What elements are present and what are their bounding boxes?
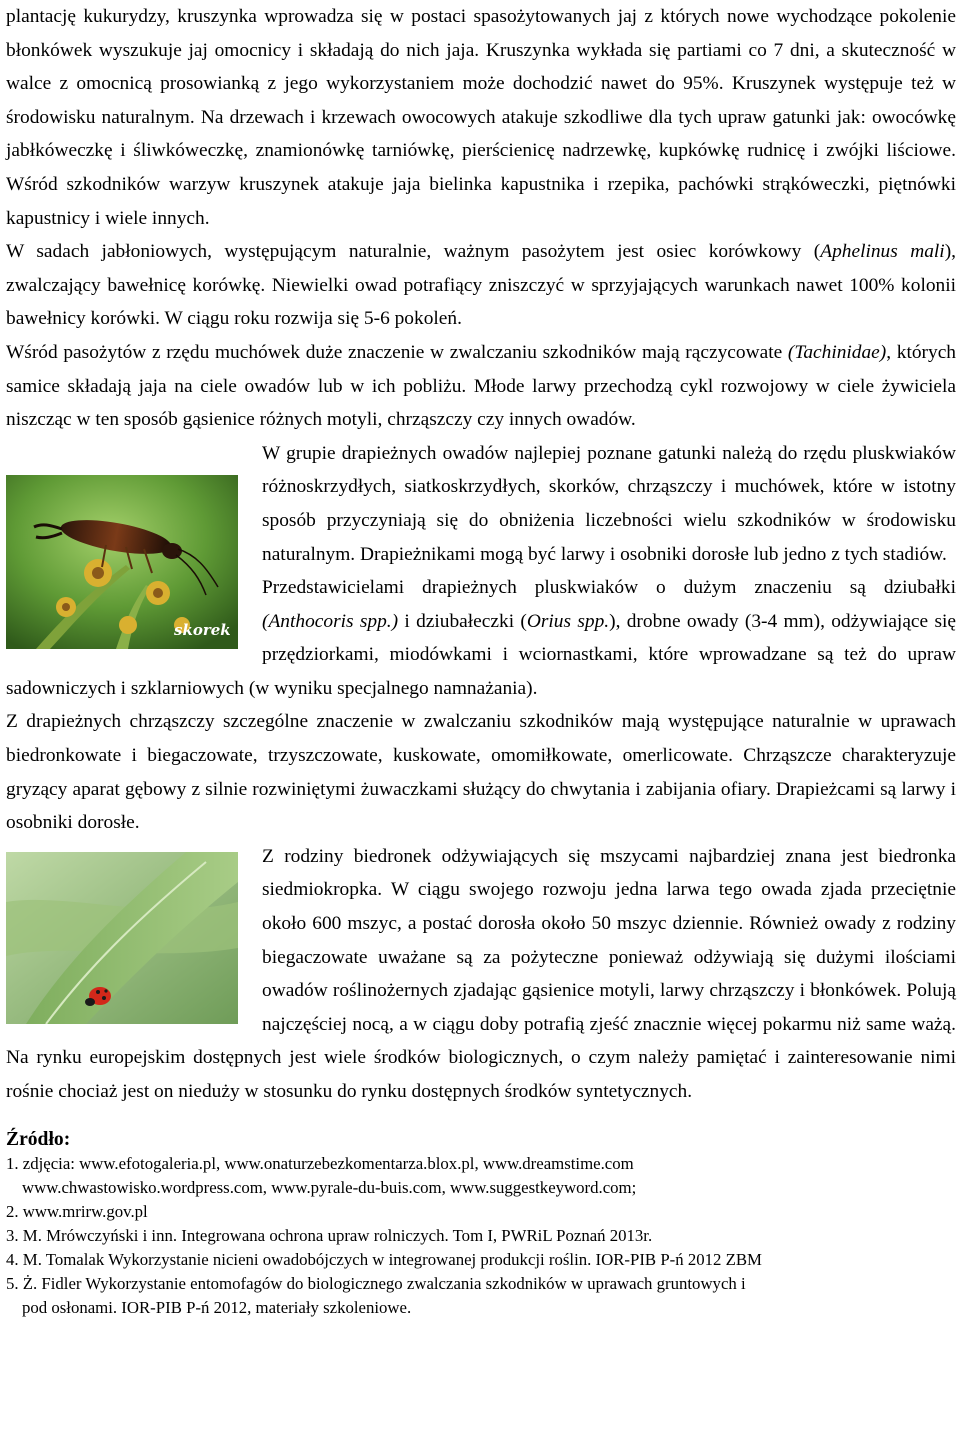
- source-item: 2. www.mrirw.gov.pl: [6, 1201, 148, 1221]
- paragraph-tachinidae: [6, 336, 956, 437]
- sources-title: Źródło:: [6, 1128, 71, 1150]
- paragraph-aphelinus: [6, 235, 956, 336]
- source-item: pod osłonami. IOR-PIB P-ń 2012, materiały szkoleniowe.: [22, 1297, 412, 1317]
- sources-list: [6, 1152, 956, 1320]
- source-item: www.chwastowisko.wordpress.com, www.pyrale-du-buis.com, www.suggestkeyword.com;: [22, 1177, 637, 1197]
- latin-name: Aphelinus mali: [820, 241, 945, 263]
- document-page: [6, 0, 956, 1320]
- text-span: , których samice składają jaja na ciele owadów lub w ich pobliżu. Młode larwy przechodzą cykl rozwojowy w ciele żywiciela niszcząc w ten sposób gąsienice różnych motyli, chrząszczy czy innych owadów.: [6, 341, 956, 431]
- latin-name: (Anthocoris spp.): [262, 610, 399, 632]
- section-ladybird: [6, 840, 956, 1109]
- source-item: 4. M. Tomalak Wykorzystanie nicieni owadobójczych w integrowanej produkcji roślin. IOR-PIB P-ń 2012 ZBM: [6, 1249, 762, 1269]
- section-predators: [6, 437, 956, 706]
- earwig-photo: [6, 475, 238, 649]
- ladybird-photo-graphic: [6, 852, 238, 1024]
- latin-name: Orius spp.: [526, 610, 610, 632]
- text-span: i dziubałeczki (: [398, 610, 527, 632]
- text-span: Przedstawicielami drapieżnych pluskwiaków o dużym znaczeniu są dziubałki: [262, 577, 956, 599]
- source-item: 5. Ż. Fidler Wykorzystanie entomofagów do biologicznego zwalczania szkodników w uprawach gruntowych i: [6, 1273, 746, 1293]
- text-span: W sadach jabłoniowych, występującym naturalnie, ważnym pasożytem jest osiec korówkowy (: [6, 241, 821, 263]
- paragraph-beetles: Z drapieżnych chrząszczy szczególne znaczenie w zwalczaniu szkodników mają występujące naturalnie w uprawach biedronkowate i biegaczowate, trzyszczowate, kuskowate, omomiłkowate, omerlicowate. Chrząszcze charakteryzuje gryzący aparat gębowy z silnie rozwiniętymi żuwaczkami służący do chwytania i zabijania ofiary. Drapieżcami są larwy i osobniki dorosłe.: [6, 711, 956, 834]
- text-span: ), drobne owady (3-4 mm), odżywiające się przędziorkami, miodówkami i wciornastkami, które wprowadzane są też do upraw sadowniczych i szklarniowych (w wyniku specjalnego namnażania).: [6, 610, 956, 699]
- source-item: 1. zdjęcia: www.efotogaleria.pl, www.onaturzebezkomentarza.blox.pl, www.dreamstime.com: [6, 1153, 634, 1173]
- paragraph-ladybird: Z rodziny biedronek odżywiających się mszycami najbardziej znana jest biedronka siedmiokropka. W ciągu swojego rozwoju jedna larwa tego owada zjada przeciętnie około 600 mszyc, a postać dorosła około 50 mszyc dziennie. Również owady z rodziny biegaczowate uważane są za pożyteczne ponieważ odżywiają się dużymi ilościami owadów roślinożernych zjadając gąsienice motyli, larwy chrząszczy i błonkówek. Polują najczęściej nocą, a w ciągu doby potrafią zjeść znacznie więcej pokarmu niż same ważą. Na rynku europejskim dostępnych jest wiele środków biologicznych, o czym należy pamiętać i zainteresowanie nimi rośnie chociaż jest on niedużу w stosunku do rynku dostępnych środków syntetycznych.: [6, 845, 956, 1102]
- latin-name: (Tachinidae): [787, 341, 887, 363]
- text-span: Wśród pasożytów z rzędu muchówek duże znaczenie w zwalczaniu szkodników mają rączycowate: [6, 341, 788, 363]
- source-item: 3. M. Mrówczyński i inn. Integrowana ochrona upraw rolniczych. Tom I, PWRiL Poznań 2013r.: [6, 1225, 653, 1245]
- paragraph-predators: W grupie drapieżnych owadów najlepiej poznane gatunki należą do rzędu pluskwiaków różnoskrzydłych, siatkoskrzydłych, skorków, chrząszczy i muchówek, które w istotny sposób przyczyniają się do obniżenia liczebności wielu szkodników w środowisku naturalnym. Drapieżnikami mogą być larwy i osobniki dorosłe lub jedno z tych stadiów.: [262, 442, 956, 565]
- ladybird-photo: [6, 852, 238, 1024]
- paragraph-kruszynek: plantację kukurydzy, kruszynka wprowadza się w postaci spasożytowanych jaj z których nowe wychodzące pokolenie błonkówek wyszukuje jaj omocnicy i składają do nich jaja. Kruszynka wykłada się partiami co 7 dni, a skuteczność w walce z omocnicą prosowianką z jego wykorzystaniem może dochodzić nawet do 95%. Kruszynek występuje też w środowisku naturalnym. Na drzewach i krzewach owocowych atakuje szkodliwe dla tych upraw gatunki jak: owocówkę jabłkóweczkę i śliwkóweczkę, znamionówkę tarniówkę, pierścienicę nadrzewkę, kupkówkę rudnicę i zwójki liściowe. Wśród szkodników warzyw kruszynek atakuje jaja bielinka kapustnika i rzepika, pachówki strąkóweczki, piętnówki kapustnicy i wiele innych.: [6, 6, 956, 229]
- text-span: ), zwalczający bawełnicę korówkę. Niewielki owad potrafiący zniszczyć w sprzyjających warunkach nawet 100% kolonii bawełnicy korówki. W ciągu roku rozwija się 5-6 pokoleń.: [6, 241, 957, 330]
- photo-caption: skorek: [174, 620, 231, 639]
